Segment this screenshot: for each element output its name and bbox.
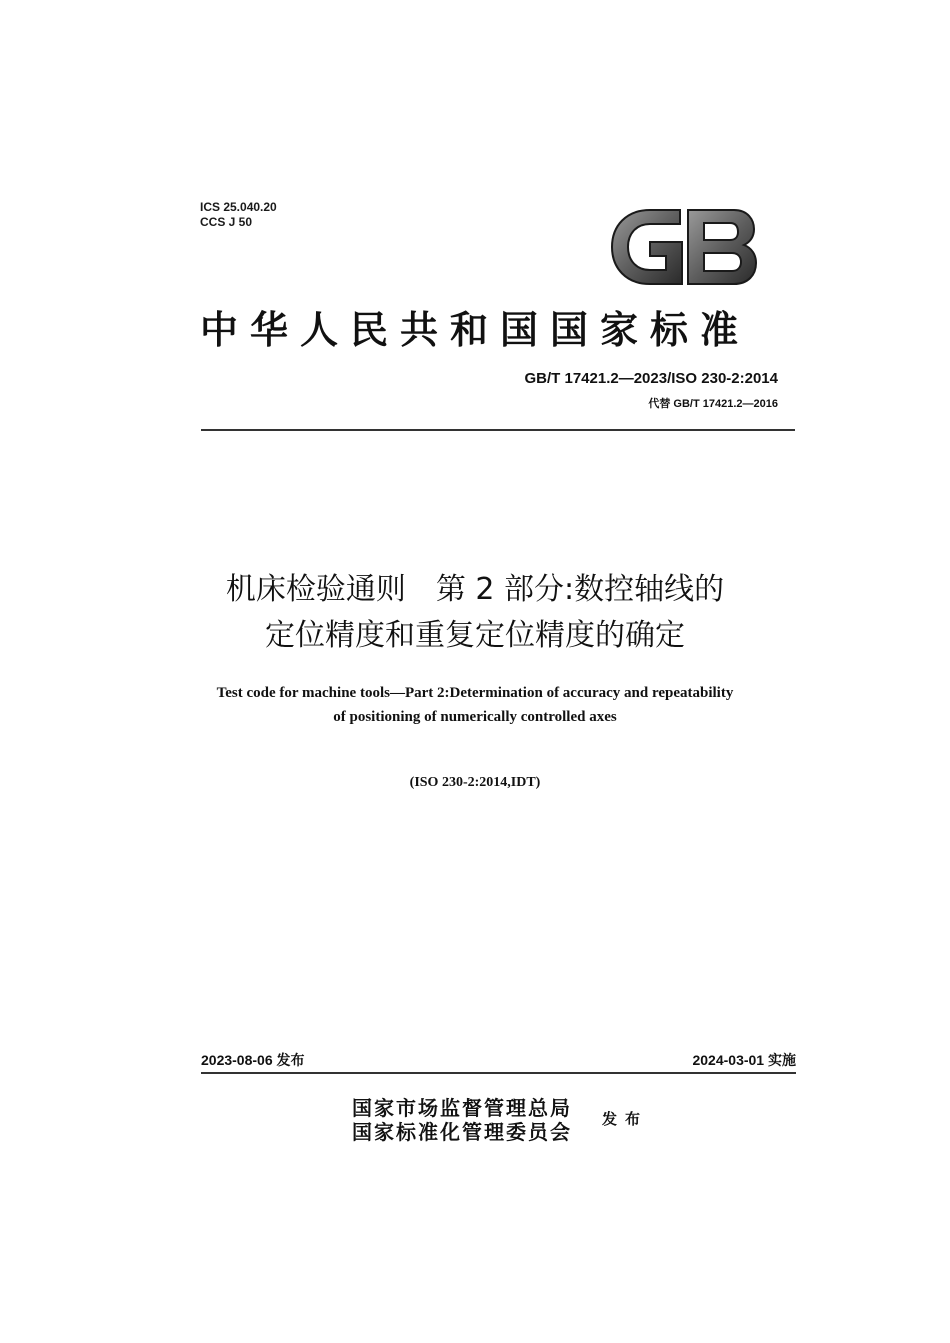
header-divider bbox=[201, 429, 795, 431]
issuer-samr: 国家市场监督管理总局 bbox=[352, 1096, 572, 1120]
issuer-sac: 国家标准化管理委员会 bbox=[352, 1120, 572, 1144]
ccs-code: CCS J 50 bbox=[200, 215, 253, 229]
footer-divider bbox=[201, 1072, 796, 1074]
en-title-line-2: of positioning of numerically controlled axes bbox=[333, 709, 617, 725]
iso-reference: (ISO 230-2:2014,IDT) bbox=[409, 775, 541, 790]
classification-codes bbox=[200, 200, 277, 230]
issuing-authorities bbox=[352, 1096, 572, 1144]
en-title-line-1: Test code for machine tools—Part 2:Determination of accuracy and repeatability bbox=[216, 685, 734, 701]
cn-title-line-1: 机床检验通则 第 2 部分:数控轴线的 bbox=[225, 572, 725, 607]
cn-title-line-2: 定位精度和重复定位精度的确定 bbox=[265, 618, 685, 653]
publish-date: 2023-08-06 发布 bbox=[201, 1052, 305, 1068]
implement-date: 2024-03-01 实施 bbox=[692, 1052, 796, 1068]
national-standard-title: 中华人民共和国国家标准 bbox=[200, 307, 751, 352]
ics-code: ICS 25.040.20 bbox=[200, 200, 277, 214]
gb-logo-icon bbox=[610, 208, 758, 286]
replaces-standard: 代替 GB/T 17421.2—2016 bbox=[648, 398, 778, 410]
issue-word: 发布 bbox=[602, 1110, 649, 1128]
standard-number: GB/T 17421.2—2023/ISO 230-2:2014 bbox=[524, 370, 778, 387]
